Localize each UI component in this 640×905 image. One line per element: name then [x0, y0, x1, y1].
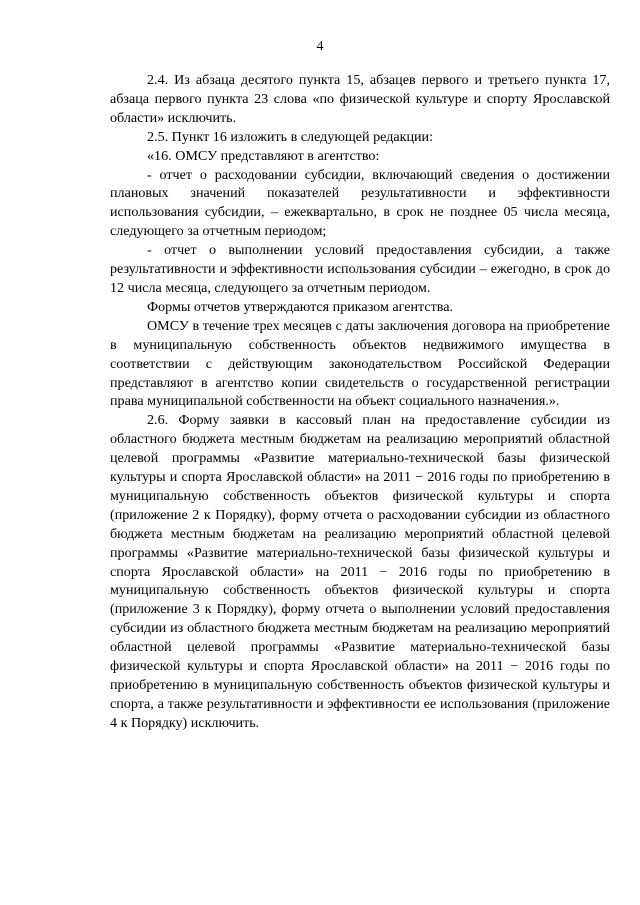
paragraph-2-5: 2.5. Пункт 16 изложить в следующей редакции:: [147, 128, 434, 145]
paragraph-report-forms: Формы отчетов утверждаются приказом агентства.: [147, 298, 454, 315]
page-number: 4: [316, 39, 324, 54]
paragraph-2-6: 2.6. Форму заявки в кассовый план на предоставление субсидии из областного бюджета местным бюджетам на реализацию мероприятий областной целевой программы «Развитие материально-технической базы физической культуры и спорта Ярославской области» на 2011 − 2016 годы по приобретению в муниципальную собственность объектов физической культуры и спорта (приложение 2 к Порядку), форму отчета о расходовании субсидии из областного бюджета местным бюджетам на реализацию мероприятий областной целевой программы «Развитие материально-технической базы физической культуры и спорта Ярославской области» на 2011 − 2016 годы по приобретению в муниципальную собственность объектов физической культуры и спорта (приложение 3 к Порядку), форму отчета о выполнении условий предоставления субсидии из областного бюджета местным бюджетам на реализацию мероприятий областной целевой программы «Развитие материально-технической базы физической культуры и спорта Ярославской области» на 2011 − 2016 годы по приобретению в муниципальную собственность объектов физической культуры и спорта, а также результативности и эффективности ее использования (приложение 4 к Порядку) исключить.: [110, 412, 610, 731]
paragraph-item-16: «16. ОМСУ представляют в агентство:: [147, 147, 380, 164]
paragraph-2-4: 2.4. Из абзаца десятого пункта 15, абзацев первого и третьего пункта 17, абзаца первого пункта 23 слова «по физической культуре и спорту Ярославской области» исключить.: [110, 72, 610, 126]
paragraph-expense-report: - отчет о расходовании субсидии, включающий сведения о достижении плановых значений показателей результативности и эффективности использования субсидии, – ежеквартально, в срок не позднее 05 числа месяца, следующего за отчетным периодом;: [110, 166, 610, 240]
paragraph-conditions-report: - отчет о выполнении условий предоставления субсидии, а также результативности и эффективности использования субсидии – ежегодно, в срок до 12 числа месяца, следующего за отчетным периодом.: [110, 242, 610, 296]
document-body: [110, 71, 610, 733]
paragraph-omsu-copies: ОМСУ в течение трех месяцев с даты заключения договора на приобретение в муниципальную собственность объектов недвижимого имущества в соответствии с действующим законодательством Российской Федерации представляют в агентство копии свидетельств о государственной регистрации права муниципальной собственности на объект социального назначения.».: [110, 317, 610, 410]
